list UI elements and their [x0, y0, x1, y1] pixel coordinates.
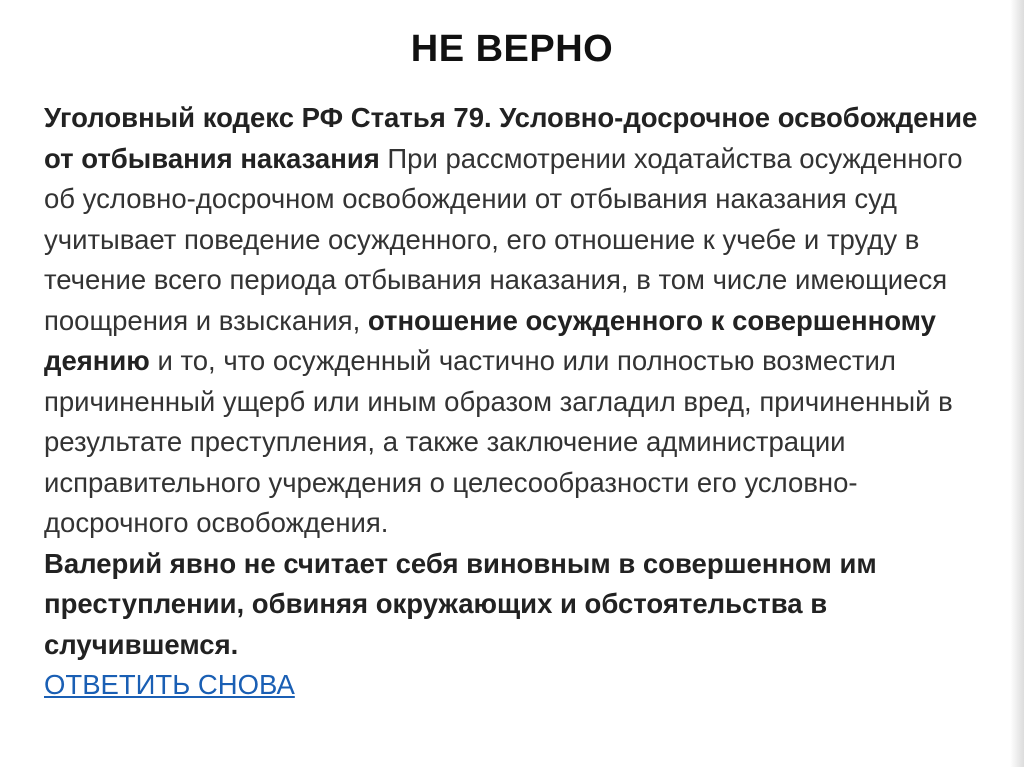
- emphasis-attitude: отношение осужденного к совершенному деянию: [44, 304, 936, 376]
- article-heading: Уголовный кодекс РФ Статья 79. Условно-досрочное освобождение от отбывания наказания: [44, 102, 978, 174]
- slide-title: НЕ ВЕРНО: [410, 28, 614, 70]
- article-text-part-1: При рассмотрении ходатайства осужденного об условно-досрочном освобождении от отбывания наказания суд учитывает поведение осужденного, его отношение к учебе и труду в течение всего периода отбывания наказания, в том числе имеющиеся поощрения и взыскания,: [44, 142, 963, 336]
- slide-edge-shadow: [1010, 0, 1024, 767]
- slide-body: [44, 98, 999, 706]
- conclusion-text: Валерий явно не считает себя виновным в совершенном им преступлении, обвиняя окружающих и обстоятельства в случившемся.: [44, 547, 877, 660]
- retry-answer-link[interactable]: ОТВЕТИТЬ СНОВА: [44, 669, 295, 700]
- article-text-part-2: и то, что осужденный частично или полностью возместил причиненный ущерб или иным образом загладил вред, причиненный в результате преступления, а также заключение администрации исправительного учреждения о целесообразности его условно-досрочного освобождения.: [44, 345, 953, 538]
